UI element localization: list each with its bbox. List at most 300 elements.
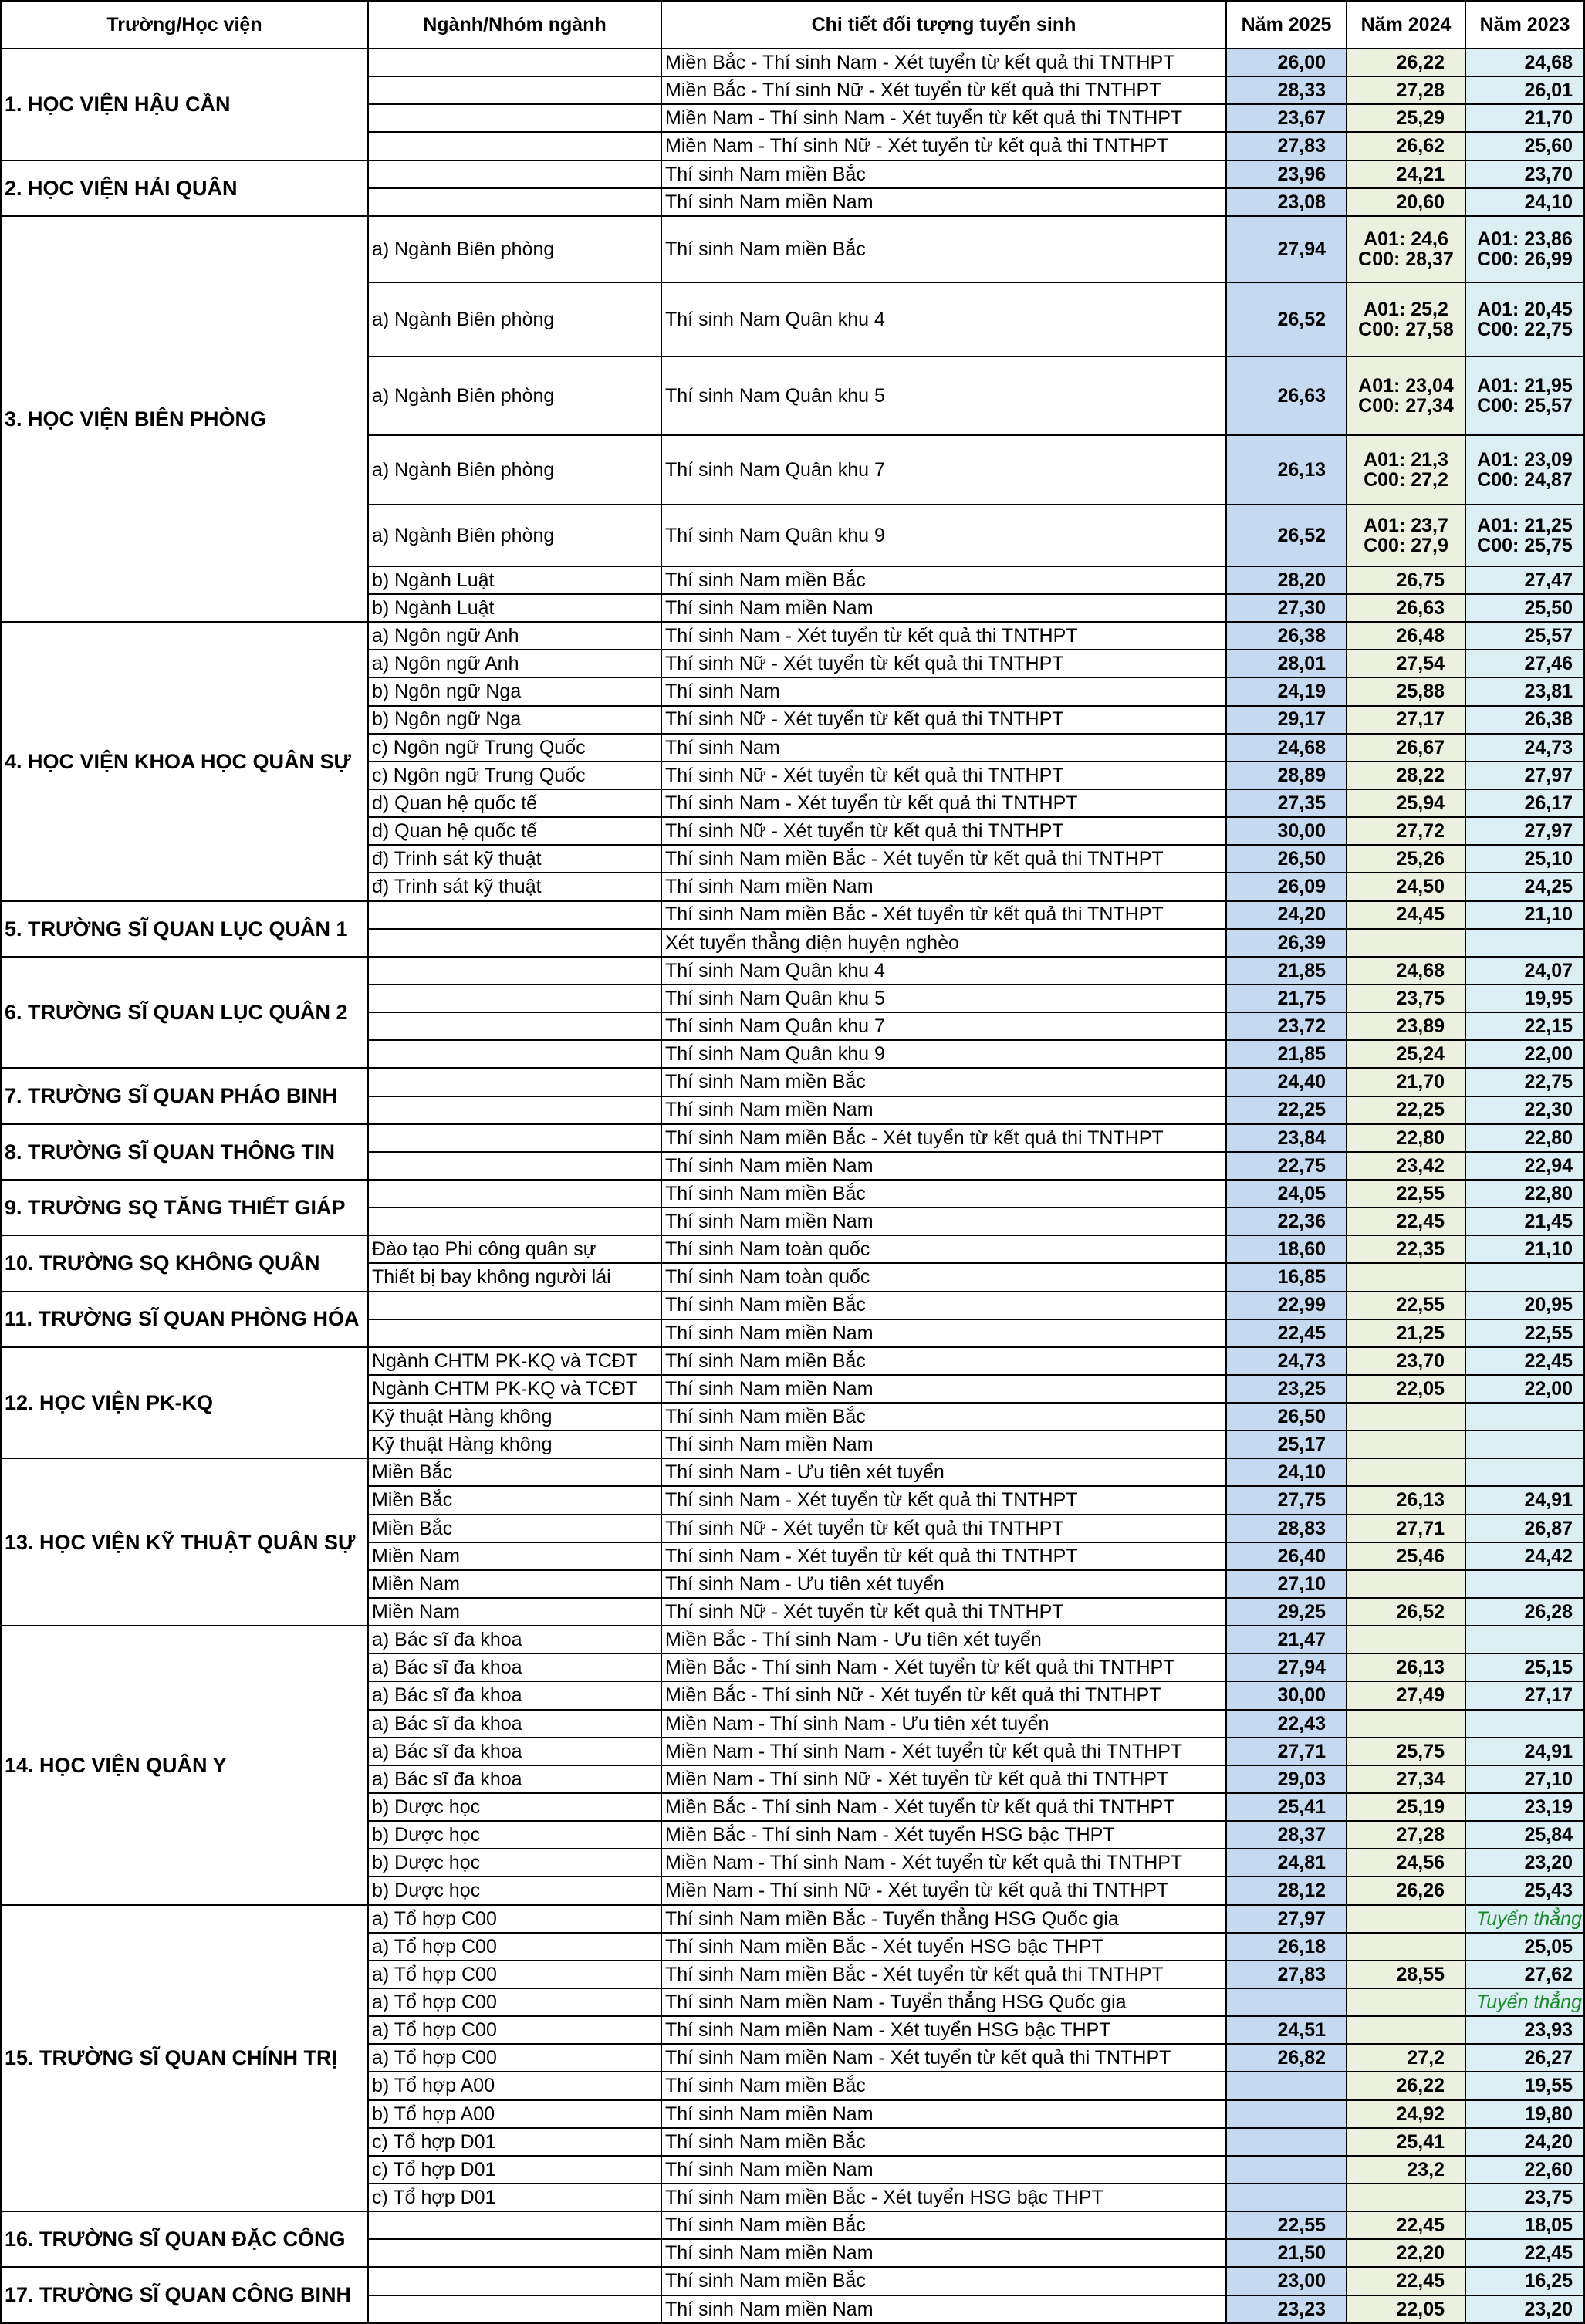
major-cell [368, 160, 661, 188]
major-cell: b) Dược học [368, 1821, 661, 1849]
score-2024: 23,42 [1347, 1152, 1465, 1180]
score-2023 [1465, 1458, 1584, 1486]
detail-cell: Thí sinh Nam Quân khu 4 [661, 282, 1226, 356]
table-row [1, 1347, 1584, 1375]
major-cell: c) Ngôn ngữ Trung Quốc [368, 762, 661, 789]
detail-cell: Thí sinh Nam [661, 734, 1226, 762]
score-2024: 25,75 [1347, 1738, 1465, 1765]
major-cell [368, 957, 661, 985]
detail-cell: Thí sinh Nam miền Bắc - Xét tuyển HSG bậc THPT [661, 2184, 1226, 2211]
score-2025: 28,12 [1226, 1876, 1347, 1904]
school-name: 2. HỌC VIỆN HẢI QUÂN [1, 160, 368, 216]
score-2024: 23,2 [1347, 2156, 1465, 2184]
score-2025: 22,25 [1226, 1096, 1347, 1124]
detail-cell: Thí sinh Nam Quân khu 9 [661, 1040, 1226, 1068]
detail-cell: Thí sinh Nữ - Xét tuyển từ kết quả thi TNTHPT [661, 762, 1226, 789]
score-2025: 27,97 [1226, 1905, 1347, 1933]
score-2023 [1465, 1431, 1584, 1458]
detail-cell: Miền Nam - Thí sinh Nam - Ưu tiên xét tuyển [661, 1710, 1226, 1738]
score-2024 [1347, 282, 1465, 356]
major-cell [368, 1319, 661, 1347]
table-row [1, 1235, 1584, 1263]
score-2024: 21,25 [1347, 1319, 1465, 1347]
score-2024: 24,50 [1347, 873, 1465, 900]
score-2025: 30,00 [1226, 817, 1347, 845]
score-2024: 27,34 [1347, 1765, 1465, 1793]
score-2025: 26,52 [1226, 505, 1347, 566]
score-2023: 22,75 [1465, 1068, 1584, 1096]
score-2024: 28,22 [1347, 762, 1465, 789]
score-2025: 27,94 [1226, 1653, 1347, 1681]
score-2023: 26,28 [1465, 1598, 1584, 1626]
score-2023: 23,19 [1465, 1793, 1584, 1821]
score-2025: 21,85 [1226, 957, 1347, 985]
major-cell [368, 1180, 661, 1208]
score-2024-a01: A01: 24,6 [1364, 228, 1448, 250]
score-2023: 23,20 [1465, 2295, 1584, 2323]
score-2023-a01: A01: 21,95 [1477, 374, 1573, 397]
major-cell [368, 132, 661, 160]
score-2025: 23,25 [1226, 1375, 1347, 1403]
score-2023: 24,91 [1465, 1738, 1584, 1765]
major-cell [368, 1152, 661, 1180]
score-2023: 22,55 [1465, 1319, 1584, 1347]
score-2025: 22,55 [1226, 2211, 1347, 2239]
major-cell [368, 929, 661, 957]
major-cell [368, 49, 661, 76]
major-cell: b) Dược học [368, 1849, 661, 1876]
school-name: 15. TRƯỜNG SĨ QUAN CHÍNH TRỊ [1, 1905, 368, 2212]
score-2023: 24,42 [1465, 1542, 1584, 1570]
major-cell [368, 985, 661, 1012]
major-cell: a) Bác sĩ đa khoa [368, 1710, 661, 1738]
score-2024 [1347, 2184, 1465, 2211]
score-2024: 25,19 [1347, 1793, 1465, 1821]
score-2023: 22,00 [1465, 1375, 1584, 1403]
score-2024: 24,92 [1347, 2100, 1465, 2128]
score-2023 [1465, 356, 1584, 435]
score-2024: 22,35 [1347, 1235, 1465, 1263]
header-year-2024: Năm 2024 [1347, 1, 1465, 49]
major-cell: c) Ngôn ngữ Trung Quốc [368, 734, 661, 762]
score-2024: 25,41 [1347, 2128, 1465, 2156]
score-2025: 23,67 [1226, 104, 1347, 132]
score-2023-a01: A01: 21,25 [1477, 514, 1573, 536]
score-2023-c00: C00: 24,87 [1477, 468, 1573, 491]
detail-cell: Thí sinh Nam miền Nam [661, 2100, 1226, 2128]
score-2023: 23,81 [1465, 677, 1584, 705]
major-cell: a) Bác sĩ đa khoa [368, 1626, 661, 1653]
major-cell: b) Dược học [368, 1876, 661, 1904]
major-cell: Miền Bắc [368, 1458, 661, 1486]
detail-cell: Miền Nam - Thí sinh Nam - Xét tuyển từ kết quả thi TNTHPT [661, 1738, 1226, 1765]
detail-cell: Thí sinh Nam miền Nam [661, 1208, 1226, 1235]
score-2025: 26,00 [1226, 49, 1347, 76]
score-2025: 27,83 [1226, 1961, 1347, 1988]
score-2023 [1465, 216, 1584, 282]
score-2023: 26,87 [1465, 1515, 1584, 1542]
major-cell: Ngành CHTM PK-KQ và TCĐT [368, 1347, 661, 1375]
score-2023: 23,20 [1465, 1849, 1584, 1876]
detail-cell: Thí sinh Nam miền Nam [661, 2295, 1226, 2323]
score-2023: 20,95 [1465, 1292, 1584, 1319]
score-2025: 25,41 [1226, 1793, 1347, 1821]
school-name: 8. TRƯỜNG SĨ QUAN THÔNG TIN [1, 1124, 368, 1180]
score-2025: 18,60 [1226, 1235, 1347, 1263]
score-2025: 28,89 [1226, 762, 1347, 789]
major-cell: a) Ngôn ngữ Anh [368, 650, 661, 677]
detail-cell: Miền Bắc - Thí sinh Nữ - Xét tuyển từ kết quả thi TNTHPT [661, 1681, 1226, 1709]
major-cell [368, 188, 661, 216]
school-name: 12. HỌC VIỆN PK-KQ [1, 1347, 368, 1459]
score-2023: 22,60 [1465, 2156, 1584, 2184]
detail-cell: Thí sinh Nam miền Bắc [661, 2267, 1226, 2295]
score-2025: 29,03 [1226, 1765, 1347, 1793]
major-cell: Miền Bắc [368, 1486, 661, 1514]
score-2025: 27,30 [1226, 594, 1347, 622]
major-cell [368, 2239, 661, 2267]
score-2023: 24,91 [1465, 1486, 1584, 1514]
detail-cell: Thí sinh Nam - Xét tuyển từ kết quả thi TNTHPT [661, 1542, 1226, 1570]
detail-cell: Thí sinh Nam miền Nam [661, 1375, 1226, 1403]
score-2025: 26,50 [1226, 1403, 1347, 1431]
score-2024: 22,25 [1347, 1096, 1465, 1124]
score-2024: 22,20 [1347, 2239, 1465, 2267]
score-2023: 21,10 [1465, 901, 1584, 929]
score-2024-c00: C00: 27,2 [1364, 468, 1448, 491]
major-cell [368, 104, 661, 132]
score-2023: 22,15 [1465, 1012, 1584, 1040]
detail-cell: Thí sinh Nam miền Bắc [661, 1347, 1226, 1375]
score-2024: 24,21 [1347, 160, 1465, 188]
detail-cell: Thí sinh Nam - Xét tuyển từ kết quả thi TNTHPT [661, 1486, 1226, 1514]
detail-cell: Thí sinh Nam miền Nam - Tuyển thẳng HSG Quốc gia [661, 1988, 1226, 2016]
score-2025 [1226, 2184, 1347, 2211]
major-cell [368, 1124, 661, 1152]
major-cell: a) Tổ hợp C00 [368, 2044, 661, 2072]
table-row [1, 2267, 1584, 2295]
score-2025: 26,39 [1226, 929, 1347, 957]
detail-cell: Thí sinh Nữ - Xét tuyển từ kết quả thi TNTHPT [661, 650, 1226, 677]
score-2024: 25,94 [1347, 789, 1465, 817]
score-2023: 24,68 [1465, 49, 1584, 76]
major-cell: a) Ngành Biên phòng [368, 216, 661, 282]
detail-cell: Thí sinh Nam miền Nam [661, 1319, 1226, 1347]
score-2025 [1226, 2072, 1347, 2099]
table-row [1, 49, 1584, 76]
score-2024: 24,45 [1347, 901, 1465, 929]
score-2024: 22,55 [1347, 1292, 1465, 1319]
school-name: 11. TRƯỜNG SĨ QUAN PHÒNG HÓA [1, 1292, 368, 1347]
score-2024 [1347, 1431, 1465, 1458]
detail-cell: Thí sinh Nữ - Xét tuyển từ kết quả thi TNTHPT [661, 706, 1226, 734]
detail-cell: Thí sinh Nam miền Nam [661, 2239, 1226, 2267]
table-row [1, 1626, 1584, 1653]
score-2024: 28,55 [1347, 1961, 1465, 1988]
major-cell: b) Tổ hợp A00 [368, 2100, 661, 2128]
major-cell: b) Ngôn ngữ Nga [368, 677, 661, 705]
score-2023: 25,84 [1465, 1821, 1584, 1849]
major-cell [368, 1012, 661, 1040]
score-2024: 27,17 [1347, 706, 1465, 734]
detail-cell: Thí sinh Nam miền Nam [661, 1431, 1226, 1458]
score-2024: 23,75 [1347, 985, 1465, 1012]
score-2025: 26,40 [1226, 1542, 1347, 1570]
score-2025 [1226, 1988, 1347, 2016]
detail-cell: Miền Bắc - Thí sinh Nữ - Xét tuyển từ kết quả thi TNTHPT [661, 76, 1226, 104]
score-2025: 16,85 [1226, 1263, 1347, 1291]
school-name: 17. TRƯỜNG SĨ QUAN CÔNG BINH [1, 2267, 368, 2322]
major-cell: b) Ngành Luật [368, 594, 661, 622]
detail-cell: Miền Bắc - Thí sinh Nam - Xét tuyển từ kết quả thi TNTHPT [661, 49, 1226, 76]
detail-cell: Thí sinh Nam Quân khu 5 [661, 985, 1226, 1012]
table-row [1, 1458, 1584, 1486]
detail-cell: Thí sinh Nam miền Bắc - Xét tuyển HSG bậc THPT [661, 1933, 1226, 1961]
table-body [1, 49, 1584, 2323]
school-name: 7. TRƯỜNG SĨ QUAN PHÁO BINH [1, 1068, 368, 1123]
table-row [1, 160, 1584, 188]
score-2023: 23,93 [1465, 2016, 1584, 2044]
score-2025: 29,17 [1226, 706, 1347, 734]
major-cell: a) Tổ hợp C00 [368, 1961, 661, 1988]
score-2023: 22,80 [1465, 1180, 1584, 1208]
score-2025: 23,84 [1226, 1124, 1347, 1152]
major-cell: a) Ngôn ngữ Anh [368, 622, 661, 650]
score-2023: 23,70 [1465, 160, 1584, 188]
detail-cell: Miền Nam - Thí sinh Nữ - Xét tuyển từ kết quả thi TNTHPT [661, 132, 1226, 160]
score-2024: 21,70 [1347, 1068, 1465, 1096]
score-2025: 26,52 [1226, 282, 1347, 356]
detail-cell: Thí sinh Nam Quân khu 5 [661, 356, 1226, 435]
score-2023: Tuyển thẳng [1465, 1988, 1584, 2016]
detail-cell: Thí sinh Nam - Ưu tiên xét tuyển [661, 1458, 1226, 1486]
score-2025: 27,75 [1226, 1486, 1347, 1514]
header-year-2025: Năm 2025 [1226, 1, 1347, 49]
major-cell [368, 1208, 661, 1235]
score-2023: 22,00 [1465, 1040, 1584, 1068]
header-major: Ngành/Nhóm ngành [368, 1, 661, 49]
major-cell: a) Tổ hợp C00 [368, 1933, 661, 1961]
score-2025: 27,83 [1226, 132, 1347, 160]
score-2025: 21,75 [1226, 985, 1347, 1012]
score-2024: 24,68 [1347, 957, 1465, 985]
score-2023: 19,80 [1465, 2100, 1584, 2128]
detail-cell: Miền Nam - Thí sinh Nữ - Xét tuyển từ kết quả thi TNTHPT [661, 1876, 1226, 1904]
detail-cell: Miền Nam - Thí sinh Nữ - Xét tuyển từ kết quả thi TNTHPT [661, 1765, 1226, 1793]
score-2024 [1347, 929, 1465, 957]
detail-cell: Thí sinh Nam miền Nam - Xét tuyển HSG bậc THPT [661, 2016, 1226, 2044]
detail-cell: Thí sinh Nam - Xét tuyển từ kết quả thi TNTHPT [661, 622, 1226, 650]
major-cell: d) Quan hệ quốc tế [368, 817, 661, 845]
detail-cell: Thí sinh Nam Quân khu 9 [661, 505, 1226, 566]
score-2025: 22,36 [1226, 1208, 1347, 1235]
score-2025: 22,99 [1226, 1292, 1347, 1319]
score-2025 [1226, 2156, 1347, 2184]
score-2025: 27,94 [1226, 216, 1347, 282]
score-2025: 29,25 [1226, 1598, 1347, 1626]
score-2025: 24,40 [1226, 1068, 1347, 1096]
score-2025: 30,00 [1226, 1681, 1347, 1709]
major-cell: a) Ngành Biên phòng [368, 356, 661, 435]
detail-cell: Miền Bắc - Thí sinh Nam - Xét tuyển từ kết quả thi TNTHPT [661, 1653, 1226, 1681]
score-2025: 26,63 [1226, 356, 1347, 435]
major-cell [368, 1096, 661, 1124]
detail-cell: Thí sinh Nam miền Bắc [661, 1180, 1226, 1208]
detail-cell: Thí sinh Nam miền Nam [661, 1096, 1226, 1124]
score-2024: 20,60 [1347, 188, 1465, 216]
score-2023: 23,75 [1465, 2184, 1584, 2211]
score-2025 [1226, 2100, 1347, 2128]
score-2023: 16,25 [1465, 2267, 1584, 2295]
score-2024: 26,26 [1347, 1876, 1465, 1904]
score-2023: 25,60 [1465, 132, 1584, 160]
score-2023-a01: A01: 20,45 [1477, 298, 1573, 320]
detail-cell: Thí sinh Nam miền Nam [661, 594, 1226, 622]
table-row [1, 901, 1584, 929]
score-2024: 22,80 [1347, 1124, 1465, 1152]
school-name: 4. HỌC VIỆN KHOA HỌC QUÂN SỰ [1, 622, 368, 900]
detail-cell: Thí sinh Nam miền Bắc [661, 216, 1226, 282]
table-row [1, 1180, 1584, 1208]
score-2024: 26,13 [1347, 1486, 1465, 1514]
score-2024 [1347, 356, 1465, 435]
score-2025: 26,38 [1226, 622, 1347, 650]
detail-cell: Thí sinh Nam miền Nam - Xét tuyển từ kết quả thi TNTHPT [661, 2044, 1226, 2072]
detail-cell: Thí sinh Nam miền Bắc - Tuyển thẳng HSG Quốc gia [661, 1905, 1226, 1933]
score-2023: 18,05 [1465, 2211, 1584, 2239]
detail-cell: Thí sinh Nam miền Bắc [661, 2211, 1226, 2239]
major-cell: Miền Nam [368, 1542, 661, 1570]
score-2023: 27,62 [1465, 1961, 1584, 1988]
major-cell: a) Tổ hợp C00 [368, 2016, 661, 2044]
school-name: 14. HỌC VIỆN QUÂN Y [1, 1626, 368, 1904]
detail-cell: Thí sinh Nam toàn quốc [661, 1263, 1226, 1291]
header-school: Trường/Học viện [1, 1, 368, 49]
major-cell: Thiết bị bay không người lái [368, 1263, 661, 1291]
score-2023: 24,20 [1465, 2128, 1584, 2156]
score-2023: 21,70 [1465, 104, 1584, 132]
detail-cell: Thí sinh Nam Quân khu 7 [661, 1012, 1226, 1040]
detail-cell: Thí sinh Nam miền Bắc - Xét tuyển từ kết quả thi TNTHPT [661, 845, 1226, 873]
score-2023 [1465, 282, 1584, 356]
score-2024-c00: C00: 27,9 [1364, 534, 1448, 556]
score-2024 [1347, 1933, 1465, 1961]
score-2023-c00: C00: 25,57 [1477, 394, 1573, 417]
score-2024 [1347, 1458, 1465, 1486]
score-2024: 26,13 [1347, 1653, 1465, 1681]
table-row [1, 1292, 1584, 1319]
score-2024: 22,05 [1347, 1375, 1465, 1403]
score-2023: 25,57 [1465, 622, 1584, 650]
score-2023 [1465, 435, 1584, 505]
major-cell: a) Bác sĩ đa khoa [368, 1681, 661, 1709]
score-2023: 26,38 [1465, 706, 1584, 734]
score-2024: 25,88 [1347, 677, 1465, 705]
score-2025: 26,09 [1226, 873, 1347, 900]
major-cell: đ) Trinh sát kỹ thuật [368, 845, 661, 873]
score-2023: 27,97 [1465, 817, 1584, 845]
detail-cell: Thí sinh Nam miền Nam [661, 1152, 1226, 1180]
score-2024: 27,28 [1347, 1821, 1465, 1849]
header-detail: Chi tiết đối tượng tuyển sinh [661, 1, 1226, 49]
score-2025: 26,50 [1226, 845, 1347, 873]
score-2025: 23,08 [1226, 188, 1347, 216]
major-cell: Miền Nam [368, 1570, 661, 1598]
score-2025: 24,73 [1226, 1347, 1347, 1375]
detail-cell: Miền Bắc - Thí sinh Nam - Ưu tiên xét tuyển [661, 1626, 1226, 1653]
score-2024-c00: C00: 27,34 [1358, 394, 1454, 417]
detail-cell: Miền Nam - Thí sinh Nam - Xét tuyển từ kết quả thi TNTHPT [661, 1849, 1226, 1876]
score-2023-a01: A01: 23,86 [1477, 228, 1573, 250]
score-2024: 27,54 [1347, 650, 1465, 677]
major-cell [368, 2267, 661, 2295]
score-2024: 26,22 [1347, 2072, 1465, 2099]
detail-cell: Thí sinh Nam miền Nam [661, 873, 1226, 900]
score-2023: 22,30 [1465, 1096, 1584, 1124]
score-2024-a01: A01: 21,3 [1364, 448, 1448, 471]
score-2024 [1347, 1988, 1465, 2016]
score-2025 [1226, 2128, 1347, 2156]
major-cell: a) Bác sĩ đa khoa [368, 1738, 661, 1765]
score-2025: 28,20 [1226, 566, 1347, 594]
score-2023 [1465, 1570, 1584, 1598]
score-2023: 26,01 [1465, 76, 1584, 104]
detail-cell: Thí sinh Nam miền Bắc [661, 1068, 1226, 1096]
score-2023: 27,46 [1465, 650, 1584, 677]
detail-cell: Xét tuyển thẳng diện huyện nghèo [661, 929, 1226, 957]
table-row [1, 2211, 1584, 2239]
score-2024 [1347, 1570, 1465, 1598]
score-2023: 21,45 [1465, 1208, 1584, 1235]
score-2024: 27,71 [1347, 1515, 1465, 1542]
score-2024: 26,75 [1347, 566, 1465, 594]
major-cell: b) Ngôn ngữ Nga [368, 706, 661, 734]
detail-cell: Thí sinh Nam miền Bắc [661, 2128, 1226, 2156]
score-2025: 22,75 [1226, 1152, 1347, 1180]
major-cell [368, 1040, 661, 1068]
score-2025: 23,00 [1226, 2267, 1347, 2295]
score-2025: 27,10 [1226, 1570, 1347, 1598]
major-cell: a) Bác sĩ đa khoa [368, 1653, 661, 1681]
detail-cell: Thí sinh Nam - Ưu tiên xét tuyển [661, 1570, 1226, 1598]
school-name: 5. TRƯỜNG SĨ QUAN LỤC QUÂN 1 [1, 901, 368, 957]
score-2025: 24,19 [1226, 677, 1347, 705]
score-2024 [1347, 1403, 1465, 1431]
header-row [1, 1, 1584, 49]
school-name: 16. TRƯỜNG SĨ QUAN ĐẶC CÔNG [1, 2211, 368, 2267]
score-2023: 24,07 [1465, 957, 1584, 985]
school-name: 9. TRƯỜNG SQ TĂNG THIẾT GIÁP [1, 1180, 368, 1235]
score-2023: 25,10 [1465, 845, 1584, 873]
score-2024: 27,2 [1347, 2044, 1465, 2072]
detail-cell: Thí sinh Nam miền Bắc [661, 566, 1226, 594]
detail-cell: Thí sinh Nam miền Bắc [661, 1403, 1226, 1431]
table-row [1, 1068, 1584, 1096]
major-cell: b) Ngành Luật [368, 566, 661, 594]
score-2024: 23,70 [1347, 1347, 1465, 1375]
detail-cell: Thí sinh Nam toàn quốc [661, 1235, 1226, 1263]
table-row [1, 957, 1584, 985]
score-2025: 24,81 [1226, 1849, 1347, 1876]
detail-cell: Thí sinh Nữ - Xét tuyển từ kết quả thi TNTHPT [661, 817, 1226, 845]
score-2024: 26,22 [1347, 49, 1465, 76]
score-2024: 22,55 [1347, 1180, 1465, 1208]
score-2024: 27,49 [1347, 1681, 1465, 1709]
score-2025: 28,83 [1226, 1515, 1347, 1542]
score-2024 [1347, 2016, 1465, 2044]
major-cell: đ) Trinh sát kỹ thuật [368, 873, 661, 900]
score-2023: 26,27 [1465, 2044, 1584, 2072]
